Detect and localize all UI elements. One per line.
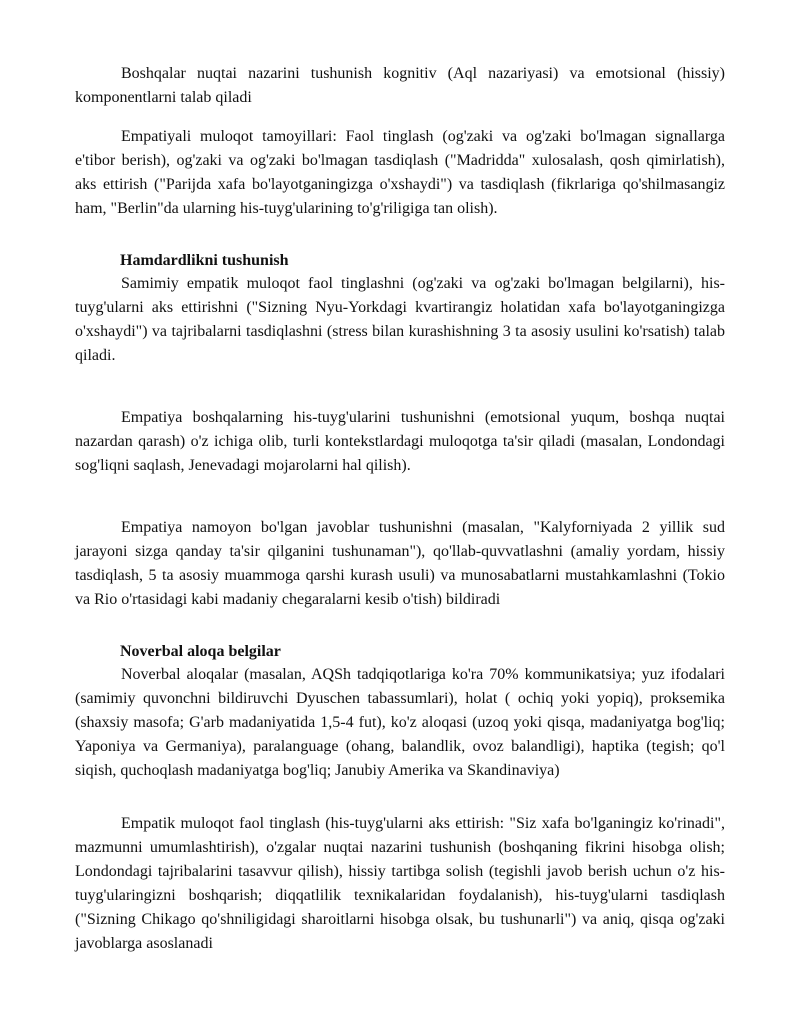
heading-understanding-sympathy: Hamdardlikni tushunish: [120, 252, 289, 269]
paragraph-empathic-responses: Empatiya namoyon bo'lgan javoblar tushunishni (masalan, "Kalyforniyada 2 yillik sud jarayoni sizga qanday ta'sir qilganini tushunaman"), qo'llab-quvvatlashni (amaliy yordam, hissiy tasdiqlash, 5 ta asosiy muammoga qarshi kurash usuli) va munosabatlarni mustahkamlashni (Tokio va Rio o'rtasidagi kabi madaniy chegaralarni kesib o'tish) bildiradi: [75, 519, 725, 608]
heading-nonverbal-signs: Noverbal aloqa belgilar: [120, 643, 281, 660]
paragraph-nonverbal-communication: Noverbal aloqalar (masalan, AQSh tadqiqotlariga ko'ra 70% kommunikatsiya; yuz ifodalari (samimiy quvonchni bildiruvchi Dyuschen tabassumlari), holat ( ochiq yoki yopiq), proksemika (shaxsiy masofa; G'arb madaniyatida 1,5-4 fut), ko'z aloqasi (uzoq yoki qisqa, madaniyatga bog'liq; Yaponiya va Germaniya), paralanguage (ohang, balandlik, ovoz balandligi), haptika (tegish; qo'l siqish, quchoqlash madaniyatga bog'liq; Janubiy Amerika va Skandinaviya): [75, 666, 725, 779]
paragraph-sincere-empathic-communication: Samimiy empatik muloqot faol tinglashni (og'zaki va og'zaki bo'lmagan belgilarni), his-tuyg'ularni aks ettirishni ("Sizning Nyu-Yorkdagi kvartirangiz holatidan xafa bo'layotganingizga o'xshaydi") va tajribalarni tasdiqlashni (stress bilan kurashishning 3 ta asosiy usulini ko'rsatish) talab qiladi.: [75, 275, 725, 364]
paragraph-empathy-contexts: Empatiya boshqalarning his-tuyg'ularini tushunishni (emotsional yuqum, boshqa nuqtai nazardan qarash) o'z ichiga olib, turli kontekstlardagi muloqotga ta'sir qiladi (masalan, Londondagi sog'liqni saqlash, Jenevadagi mojarolarni hal qilish).: [75, 409, 725, 474]
paragraph-empathic-listening: Empatik muloqot faol tinglash (his-tuyg'ularni aks ettirish: "Siz xafa bo'lganingiz ko'rinadi", mazmunni umumlashtirish), o'zgalar nuqtai nazarini tushunish (boshqaning fikrini hisobga olish; Londondagi tajribalarini tasavvur qilish), hissiy tartibga solish (tegishli javob berish uchun o'z his-tuyg'ularingizni boshqarish; diqqatlilik texnikalaridan foydalanish), his-tuyg'ularni tasdiqlash ("Sizning Chikago qo'shniligidagi sharoitlarni hisobga olsak, bu tushunarli") va aniq, qisqa og'zaki javoblarga asoslanadi: [75, 815, 725, 952]
paragraph-empathic-principles: Empatiyali muloqot tamoyillari: Faol tinglash (og'zaki va og'zaki bo'lmagan signallarga e'tibor berish), og'zaki va og'zaki bo'lmagan tasdiqlash ("Madridda" xulosalash, qosh qimirlatish), aks ettirish ("Parijda xafa bo'layotganingizga o'xshaydi") va tasdiqlash (fikrlariga qo'shilmasangiz ham, "Berlin"da ularning his-tuyg'ularining to'g'riligiga tan olish).: [75, 128, 725, 217]
paragraph-theory-of-mind: Boshqalar nuqtai nazarini tushunish kognitiv (Aql nazariyasi) va emotsional (hissiy) komponentlarni talab qiladi: [75, 65, 725, 106]
document-page: [75, 62, 725, 956]
